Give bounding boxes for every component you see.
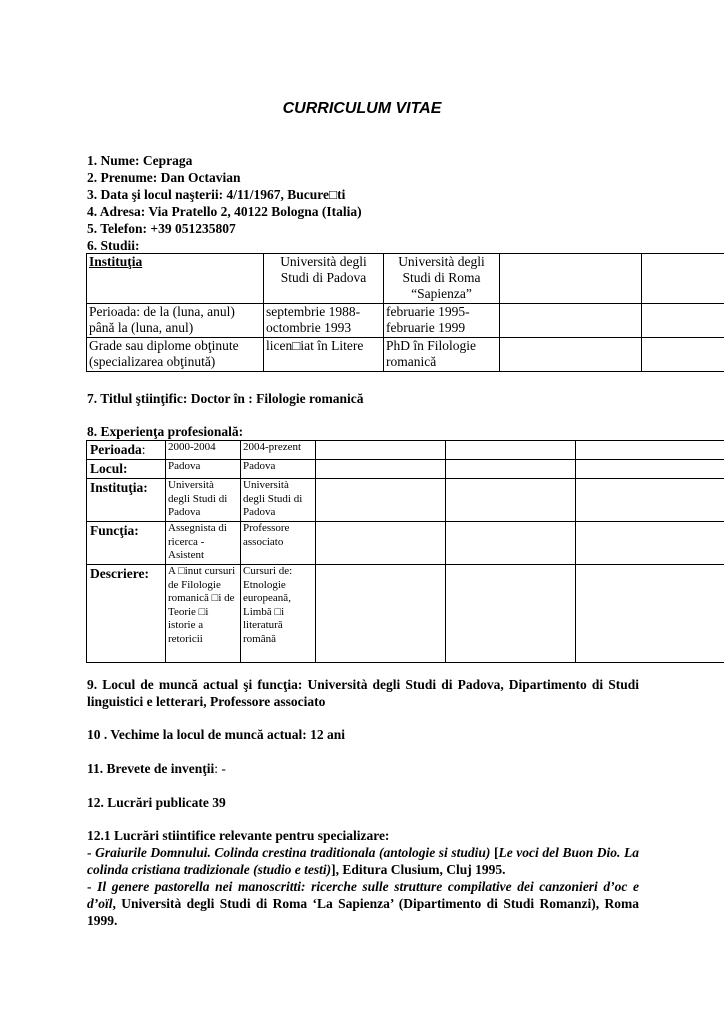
studies-empty-cell	[500, 304, 642, 338]
publication-item-1-title: Graiurile Domnului. Colinda crestina traditionala (antologie si studiu)	[95, 845, 494, 860]
exp-empty-cell	[576, 479, 724, 522]
studies-row-perioada	[87, 304, 724, 338]
studies-inst2: Università degli Studi di Roma “Sapienza”	[384, 254, 500, 304]
field-loc-munca: 9. Locul de muncă actual şi funcţia: Università degli Studi di Padova, Dipartimento di Studi linguistici e letterari, Professore associato	[87, 677, 639, 709]
studies-row-header	[87, 254, 724, 304]
publication-item-1-translation: Le voci del Buon Dio. La colinda cristiana tradizionale (studio e testi)	[87, 845, 640, 877]
studies-empty-cell	[500, 254, 642, 304]
publication-item-2-title: Il genere pastorella nei manoscritti: ricerche sulle strutture compilative dei canzonieri d’oc e d’oïl	[87, 879, 639, 911]
exp-locul-label: Locul:	[87, 460, 166, 479]
exp-row-descriere	[87, 565, 724, 663]
studies-grade-v2: PhD în Filologie romanică	[384, 338, 500, 372]
publication-item-1	[87, 844, 639, 878]
exp-empty-cell	[446, 460, 576, 479]
brevete-value: : -	[214, 761, 226, 776]
exp-descriere-v1: A □inut cursuri de Filologie romanică □i de Teorie □i istorie a retoricii	[166, 565, 241, 663]
exp-functia-v2: Professore associato	[241, 522, 316, 565]
exp-empty-cell	[316, 565, 446, 663]
publication-item-1-lead: -	[87, 845, 96, 860]
brevete-label: 11. Brevete de invenţii	[87, 761, 215, 776]
field-nume: 1. Nume: Cepraga	[87, 153, 193, 168]
exp-locul-v1: Padova	[166, 460, 241, 479]
exp-empty-cell	[576, 522, 724, 565]
document-title: CURRICULUM VITAE	[282, 100, 442, 117]
exp-empty-cell	[576, 460, 724, 479]
publication-item-1-bracket: [	[493, 845, 499, 860]
field-vechime: 10 . Vechime la locul de muncă actual: 12 ani	[87, 727, 346, 742]
exp-empty-cell	[576, 441, 724, 460]
studies-perioada-v2: februarie 1995-februarie 1999	[384, 304, 500, 338]
field-adresa: 4. Adresa: Via Pratello 2, 40122 Bologna (Italia)	[87, 204, 362, 219]
exp-locul-v2: Padova	[241, 460, 316, 479]
exp-perioada-suffix: :	[141, 442, 146, 457]
exp-row-locul	[87, 460, 724, 479]
exp-row-perioada	[87, 441, 724, 460]
studies-grade-label: Grade sau diplome obţinute (specializarea obţinută)	[87, 338, 264, 372]
exp-empty-cell	[446, 522, 576, 565]
publication-item-1-publisher: ], Editura Clusium, Cluj 1995.	[331, 862, 506, 877]
studies-table	[86, 253, 724, 372]
experience-table	[86, 440, 724, 663]
field-studii: 6. Studii:	[87, 238, 140, 253]
exp-empty-cell	[446, 479, 576, 522]
studies-inst1: Università degli Studi di Padova	[264, 254, 384, 304]
studies-perioada-v1: septembrie 1988-octombrie 1993	[264, 304, 384, 338]
exp-descriere-label: Descriere:	[87, 565, 166, 663]
field-titlu: 7. Titlul ştiinţific: Doctor în : Filologie romanică	[87, 391, 364, 406]
field-lucrari: 12. Lucrări publicate 39	[87, 795, 226, 810]
field-brevete	[87, 760, 226, 777]
lucrari-relevante-heading: 12.1 Lucrări stiintifice relevante pentru specializare:	[87, 828, 390, 843]
publication-item-2-publisher: , Università degli Studi di Roma ‘La Sapienza’ (Dipartimento di Studi Romanzi), Roma 1999.	[87, 896, 639, 928]
exp-functia-v1: Assegnista di ricerca - Asistent	[166, 522, 241, 565]
exp-institutia-label: Instituţia:	[87, 479, 166, 522]
field-nastere: 3. Data şi locul naşterii: 4/11/1967, Bucure□ti	[87, 187, 346, 202]
experienta-heading: 8. Experienţa profesională:	[87, 424, 244, 439]
studies-institutia-label: Instituţia	[89, 254, 143, 269]
publication-item-2-lead: -	[87, 879, 98, 894]
studies-empty-cell	[500, 338, 642, 372]
studies-grade-v1: licen□iat în Litere	[264, 338, 384, 372]
exp-empty-cell	[316, 441, 446, 460]
publication-item-2	[87, 878, 639, 929]
studies-row-grade	[87, 338, 724, 372]
exp-empty-cell	[446, 441, 576, 460]
exp-empty-cell	[446, 565, 576, 663]
exp-functia-label: Funcţia:	[87, 522, 166, 565]
exp-perioada-v1: 2000-2004	[166, 441, 241, 460]
field-telefon: 5. Telefon: +39 051235807	[87, 221, 236, 236]
exp-row-functia	[87, 522, 724, 565]
studies-perioada-label: Perioada: de la (luna, anul) până la (luna, anul)	[87, 304, 264, 338]
exp-institutia-v1: Università degli Studi di Padova	[166, 479, 241, 522]
field-prenume: 2. Prenume: Dan Octavian	[87, 170, 241, 185]
exp-empty-cell	[576, 565, 724, 663]
exp-perioada-v2: 2004-prezent	[241, 441, 316, 460]
studies-empty-cell	[642, 338, 724, 372]
studies-empty-cell	[642, 254, 724, 304]
exp-row-institutia	[87, 479, 724, 522]
exp-empty-cell	[316, 522, 446, 565]
studies-empty-cell	[642, 304, 724, 338]
exp-empty-cell	[316, 479, 446, 522]
exp-descriere-v2: Cursuri de: Etnologie europeană, Limbă □i literatură română	[241, 565, 316, 663]
exp-perioada-label: Perioada	[90, 442, 142, 457]
exp-empty-cell	[316, 460, 446, 479]
exp-institutia-v2: Università degli Studi di Padova	[241, 479, 316, 522]
